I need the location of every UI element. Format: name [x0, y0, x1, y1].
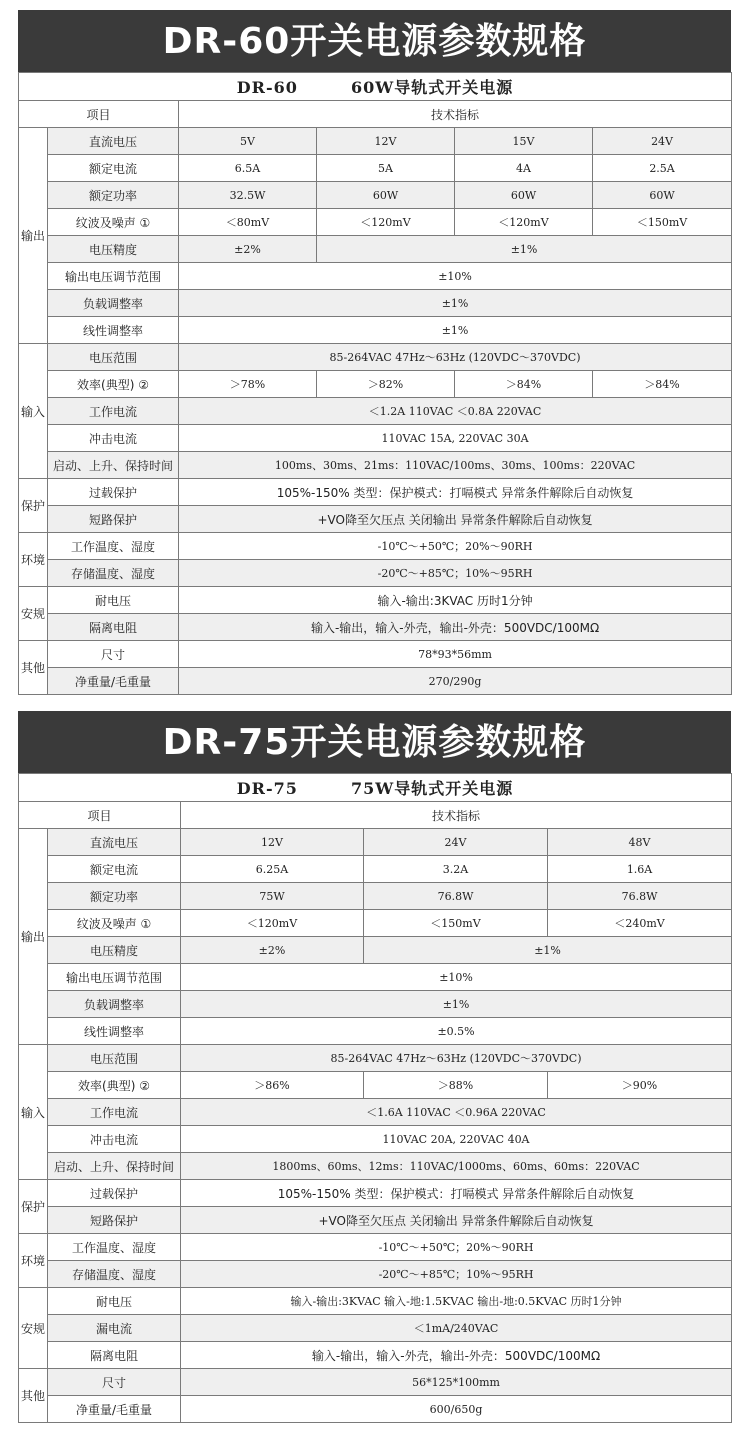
table-row — [19, 1261, 732, 1288]
cell-value: ＞82% — [317, 371, 455, 398]
cell-value: 1800ms、60ms、12ms：110VAC/1000ms、60ms、60ms：220VAC — [181, 1153, 732, 1180]
cell-value: 24V — [364, 829, 548, 856]
cell-value: ＜120mV — [181, 910, 364, 937]
row-label: 存储温度、湿度 — [48, 1261, 181, 1288]
header-item: 项目 — [19, 802, 181, 829]
cell-value: ＞88% — [364, 1072, 548, 1099]
row-label: 工作电流 — [48, 1099, 181, 1126]
cell-value: ±1% — [179, 317, 732, 344]
table-row — [19, 128, 732, 155]
cell-value: 270/290g — [179, 668, 732, 695]
header-spec: 技术指标 — [181, 802, 732, 829]
cell-value: 2.5A — [593, 155, 732, 182]
cell-value: 5A — [317, 155, 455, 182]
cell-value: 85-264VAC 47Hz～63Hz (120VDC～370VDC) — [181, 1045, 732, 1072]
table-title — [19, 73, 732, 101]
dr75-spec-table — [18, 773, 732, 1423]
dr60-banner — [18, 10, 731, 72]
table-row — [19, 1288, 732, 1315]
cell-value: ＜120mV — [455, 209, 593, 236]
table-row — [19, 317, 732, 344]
table-row — [19, 641, 732, 668]
model-name: DR-60 — [236, 78, 298, 97]
cell-value: -10℃～+50℃；20%～90RH — [181, 1234, 732, 1261]
cell-value: ±2% — [179, 236, 317, 263]
cell-value: ＜240mV — [548, 910, 732, 937]
row-label: 额定功率 — [48, 182, 179, 209]
table-row — [19, 1369, 732, 1396]
model-name: DR-75 — [236, 779, 298, 798]
table-row — [19, 1018, 732, 1045]
cell-value: ＜1.6A 110VAC ＜0.96A 220VAC — [181, 1099, 732, 1126]
row-label: 启动、上升、保持时间 — [48, 452, 179, 479]
row-label: 直流电压 — [48, 829, 181, 856]
row-label: 冲击电流 — [48, 425, 179, 452]
cell-value: 85-264VAC 47Hz～63Hz (120VDC～370VDC) — [179, 344, 732, 371]
cell-value: +VO降至欠压点 关闭输出 异常条件解除后自动恢复 — [181, 1207, 732, 1234]
row-label: 过载保护 — [48, 1180, 181, 1207]
group-input: 输入 — [19, 1045, 48, 1180]
row-label: 尺寸 — [48, 641, 179, 668]
cell-value: 600/650g — [181, 1396, 732, 1423]
cell-value: 100ms、30ms、21ms：110VAC/100ms、30ms、100ms：220VAC — [179, 452, 732, 479]
table-row — [19, 398, 732, 425]
table-row — [19, 371, 732, 398]
row-label: 电压精度 — [48, 236, 179, 263]
dr75-banner — [18, 711, 731, 773]
group-safety: 安规 — [19, 1288, 48, 1369]
table-row — [19, 587, 732, 614]
cell-value: 输入-输出:3KVAC 历时1分钟 — [179, 587, 732, 614]
cell-value: +VO降至欠压点 关闭输出 异常条件解除后自动恢复 — [179, 506, 732, 533]
cell-value: ＞78% — [179, 371, 317, 398]
cell-value: 76.8W — [364, 883, 548, 910]
cell-value: ＜150mV — [593, 209, 732, 236]
group-output: 输出 — [19, 128, 48, 344]
row-label: 效率(典型) ② — [48, 1072, 181, 1099]
row-label: 过载保护 — [48, 479, 179, 506]
table-row — [19, 506, 732, 533]
cell-value: ±1% — [181, 991, 732, 1018]
cell-value: 76.8W — [548, 883, 732, 910]
row-label: 短路保护 — [48, 506, 179, 533]
table-title-row — [19, 774, 732, 802]
group-safety: 安规 — [19, 587, 48, 641]
row-label: 短路保护 — [48, 1207, 181, 1234]
table-row — [19, 1342, 732, 1369]
row-label: 电压范围 — [48, 344, 179, 371]
table-row — [19, 964, 732, 991]
group-env: 环境 — [19, 1234, 48, 1288]
cell-value: 48V — [548, 829, 732, 856]
cell-value: ±1% — [364, 937, 732, 964]
table-row — [19, 829, 732, 856]
row-label: 隔离电阻 — [48, 614, 179, 641]
cell-value: 105%-150% 类型：保护模式：打嗝模式 异常条件解除后自动恢复 — [179, 479, 732, 506]
row-label: 直流电压 — [48, 128, 179, 155]
table-row — [19, 290, 732, 317]
table-row — [19, 479, 732, 506]
row-label: 负载调整率 — [48, 290, 179, 317]
row-label: 额定电流 — [48, 856, 181, 883]
table-row — [19, 560, 732, 587]
row-label: 工作电流 — [48, 398, 179, 425]
cell-value: -20℃～+85℃；10%～95RH — [179, 560, 732, 587]
model-description: 60W导轨式开关电源 — [351, 78, 514, 97]
cell-value: 32.5W — [179, 182, 317, 209]
cell-value: ±1% — [179, 290, 732, 317]
header-row — [19, 101, 732, 128]
cell-value: 1.6A — [548, 856, 732, 883]
cell-value: ±2% — [181, 937, 364, 964]
row-label: 净重量/毛重量 — [48, 668, 179, 695]
table-row — [19, 991, 732, 1018]
table-title — [19, 774, 732, 802]
row-label: 工作温度、湿度 — [48, 1234, 181, 1261]
table-row — [19, 910, 732, 937]
row-label: 额定功率 — [48, 883, 181, 910]
table-row — [19, 1207, 732, 1234]
group-protect: 保护 — [19, 1180, 48, 1234]
table-row — [19, 236, 732, 263]
row-label: 净重量/毛重量 — [48, 1396, 181, 1423]
table-row — [19, 1180, 732, 1207]
row-label: 存储温度、湿度 — [48, 560, 179, 587]
row-label: 冲击电流 — [48, 1126, 181, 1153]
cell-value: ＜120mV — [317, 209, 455, 236]
cell-value: 75W — [181, 883, 364, 910]
table-row — [19, 668, 732, 695]
header-row — [19, 802, 732, 829]
table-row — [19, 533, 732, 560]
row-label: 负载调整率 — [48, 991, 181, 1018]
cell-value: 110VAC 20A, 220VAC 40A — [181, 1126, 732, 1153]
row-label: 纹波及噪声 ① — [48, 910, 181, 937]
cell-value: ＞84% — [593, 371, 732, 398]
cell-value: 输入-输出:3KVAC 输入-地:1.5KVAC 输出-地:0.5KVAC 历时1分钟 — [181, 1288, 732, 1315]
table-row — [19, 883, 732, 910]
cell-value: 60W — [593, 182, 732, 209]
row-label: 启动、上升、保持时间 — [48, 1153, 181, 1180]
row-label: 耐电压 — [48, 587, 179, 614]
row-label: 电压范围 — [48, 1045, 181, 1072]
cell-value: 24V — [593, 128, 732, 155]
cell-value: 3.2A — [364, 856, 548, 883]
cell-value: 78*93*56mm — [179, 641, 732, 668]
cell-value: 110VAC 15A, 220VAC 30A — [179, 425, 732, 452]
cell-value: 60W — [317, 182, 455, 209]
table-row — [19, 425, 732, 452]
cell-value: 12V — [181, 829, 364, 856]
group-other: 其他 — [19, 1369, 48, 1423]
row-label: 线性调整率 — [48, 1018, 181, 1045]
table-row — [19, 1099, 732, 1126]
row-label: 输出电压调节范围 — [48, 964, 181, 991]
row-label: 纹波及噪声 ① — [48, 209, 179, 236]
table-row — [19, 344, 732, 371]
group-output: 输出 — [19, 829, 48, 1045]
cell-value: 输入-输出，输入-外壳，输出-外壳：500VDC/100MΩ — [181, 1342, 732, 1369]
dr60-banner-title: DR-60开关电源参数规格 — [162, 21, 587, 62]
row-label: 输出电压调节范围 — [48, 263, 179, 290]
cell-value: -20℃～+85℃；10%～95RH — [181, 1261, 732, 1288]
model-description: 75W导轨式开关电源 — [351, 779, 514, 798]
table-row — [19, 1153, 732, 1180]
table-row — [19, 1396, 732, 1423]
cell-value: ＜1mA/240VAC — [181, 1315, 732, 1342]
table-row — [19, 1126, 732, 1153]
cell-value: 56*125*100mm — [181, 1369, 732, 1396]
cell-value: ＜1.2A 110VAC ＜0.8A 220VAC — [179, 398, 732, 425]
cell-value: 12V — [317, 128, 455, 155]
header-spec: 技术指标 — [179, 101, 732, 128]
group-protect: 保护 — [19, 479, 48, 533]
cell-value: ＞84% — [455, 371, 593, 398]
cell-value: ＞90% — [548, 1072, 732, 1099]
cell-value: ±10% — [179, 263, 732, 290]
row-label: 工作温度、湿度 — [48, 533, 179, 560]
cell-value: 60W — [455, 182, 593, 209]
row-label: 电压精度 — [48, 937, 181, 964]
cell-value: 5V — [179, 128, 317, 155]
cell-value: ＜150mV — [364, 910, 548, 937]
table-row — [19, 452, 732, 479]
table-row — [19, 937, 732, 964]
table-row — [19, 1234, 732, 1261]
dr60-spec-table — [18, 72, 732, 695]
cell-value: 15V — [455, 128, 593, 155]
cell-value: 6.25A — [181, 856, 364, 883]
row-label: 线性调整率 — [48, 317, 179, 344]
cell-value: ＞86% — [181, 1072, 364, 1099]
header-item: 项目 — [19, 101, 179, 128]
table-title-row — [19, 73, 732, 101]
cell-value: ±0.5% — [181, 1018, 732, 1045]
group-env: 环境 — [19, 533, 48, 587]
cell-value: ±10% — [181, 964, 732, 991]
cell-value: 输入-输出，输入-外壳，输出-外壳：500VDC/100MΩ — [179, 614, 732, 641]
table-row — [19, 263, 732, 290]
dr75-banner-title: DR-75开关电源参数规格 — [162, 722, 587, 763]
row-label: 耐电压 — [48, 1288, 181, 1315]
table-row — [19, 209, 732, 236]
cell-value: ＜80mV — [179, 209, 317, 236]
row-label: 尺寸 — [48, 1369, 181, 1396]
table-row — [19, 155, 732, 182]
cell-value: -10℃～+50℃；20%～90RH — [179, 533, 732, 560]
row-label: 额定电流 — [48, 155, 179, 182]
table-row — [19, 1072, 732, 1099]
cell-value: 105%-150% 类型：保护模式：打嗝模式 异常条件解除后自动恢复 — [181, 1180, 732, 1207]
row-label: 隔离电阻 — [48, 1342, 181, 1369]
row-label: 漏电流 — [48, 1315, 181, 1342]
table-row — [19, 1045, 732, 1072]
group-other: 其他 — [19, 641, 48, 695]
row-label: 效率(典型) ② — [48, 371, 179, 398]
table-row — [19, 856, 732, 883]
table-row — [19, 614, 732, 641]
table-row — [19, 182, 732, 209]
table-row — [19, 1315, 732, 1342]
cell-value: ±1% — [317, 236, 732, 263]
group-input: 输入 — [19, 344, 48, 479]
cell-value: 6.5A — [179, 155, 317, 182]
cell-value: 4A — [455, 155, 593, 182]
